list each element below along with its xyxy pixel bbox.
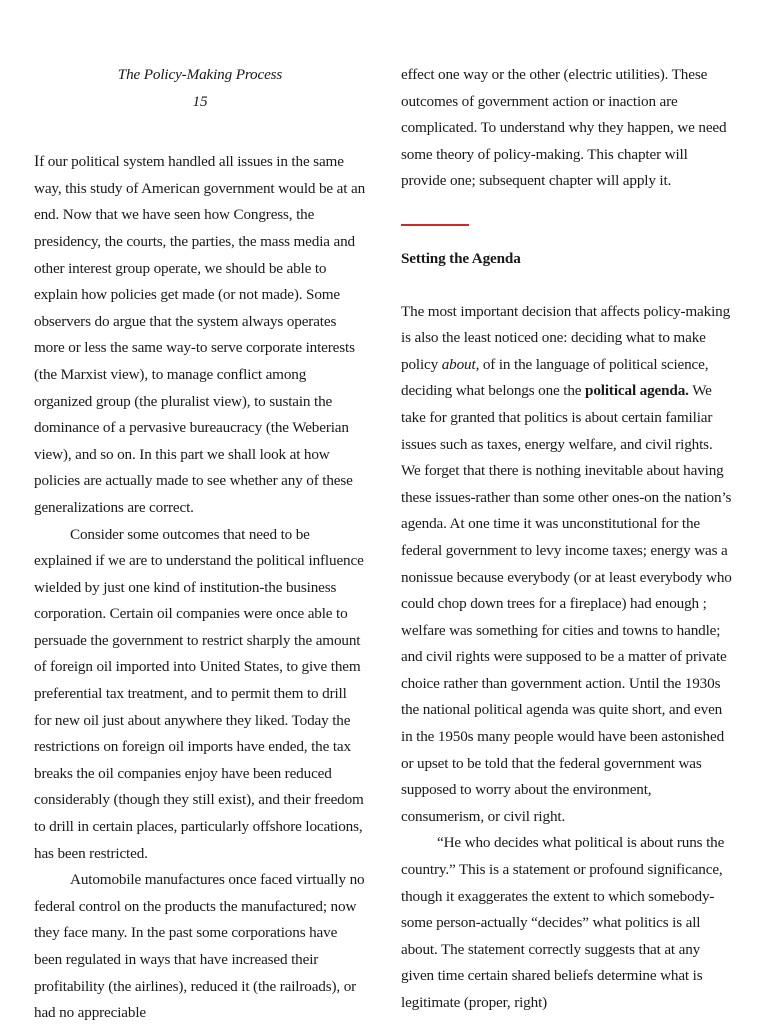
paragraph-text: f our political system handled all issues in the same way, this study of American government would be at an end. Now that we have seen how Congress, the presidency, the courts, the parties, the mass media and other interest group operate, we should be able to explain how policies get made (or not made). Some observers do argue that the system always operates more or less the same way-to serve corporate interests (the Marxist view), to manage conflict among organized group (the pluralist view), to sustain the dominance of a pervasive bureaucracy (the Weberian view), and so on. In this part we shall look at how policies are actually made to see whether any of these generalizations are correct. <box>34 153 366 516</box>
drop-cap: I <box>34 153 40 171</box>
paragraph: effect one way or the other (electric utilities). These outcomes of government action or inaction are complicated. To understand why they happen, we need some theory of policy-making. This chapter will provide one; subsequent chapter will apply it. <box>401 66 727 190</box>
page-number: 15 <box>192 92 208 110</box>
section-heading: Setting the Agenda <box>401 249 521 267</box>
paragraph <box>34 149 366 521</box>
key-term: political agenda. <box>585 382 689 400</box>
paragraph: Automobile manufactures once faced virtually no federal control on the products the manufactured; now they face many. In the past some corporations have been regulated in ways that have increased their profitability (the airlines), reduced it (the railroads), or had no appreciable <box>34 871 365 1022</box>
paragraph <box>401 299 733 831</box>
paragraph-text: The most important decision that affects policy-making is also the least noticed one: deciding what to make policy <box>401 302 731 373</box>
paragraph-text: of in the language of political science, deciding what belongs one the <box>401 355 709 400</box>
section-divider <box>401 224 469 226</box>
emphasis-text: about, <box>441 355 480 373</box>
running-header <box>34 62 366 115</box>
right-column <box>401 62 733 1017</box>
left-column <box>34 62 366 1027</box>
paragraph-text: We take for granted that politics is about certain familiar issues such as taxes, energy welfare, and civil rights. We forget that there is nothing inevitable about having these issues-rather than some other ones-on the nation’s agenda. At one time it was unconstitutional for the federal government to levy income taxes; energy was a nonissue because everybody (or at least everybody who could chop down trees for a fireplace) had enough ; welfare was something for cities and towns to handle; and civil rights were supposed to be a matter of private choice rather than government action. Until the 1930s the national political agenda was quite short, and even in the 1950s many people would have been astonished or upset to be told that the federal government was supposed to worry about the environment, consumerism, or civil right. <box>401 382 732 825</box>
paragraph: Consider some outcomes that need to be explained if we are to understand the political influence wielded by just one kind of institution-the business corporation. Certain oil companies were once able to persuade the government to restrict sharply the amount of foreign oil imported into United States, to give them preferential tax treatment, and to permit them to drill for new oil just about anywhere they liked. Today the restrictions on foreign oil imports have ended, the tax breaks the oil companies enjoy have been reduced considerably (though they still exist), and their freedom to drill in certain places, particularly offshore locations, has been restricted. <box>34 525 364 862</box>
paragraph: “He who decides what political is about runs the country.” This is a statement or profound significance, though it exaggerates the extent to which somebody-some person-actually “decides” what politics is all about. The statement correctly suggests that at any given time certain shared beliefs determine what is legitimate (proper, right) <box>401 834 725 1011</box>
chapter-title: The Policy-Making Process <box>117 66 283 83</box>
